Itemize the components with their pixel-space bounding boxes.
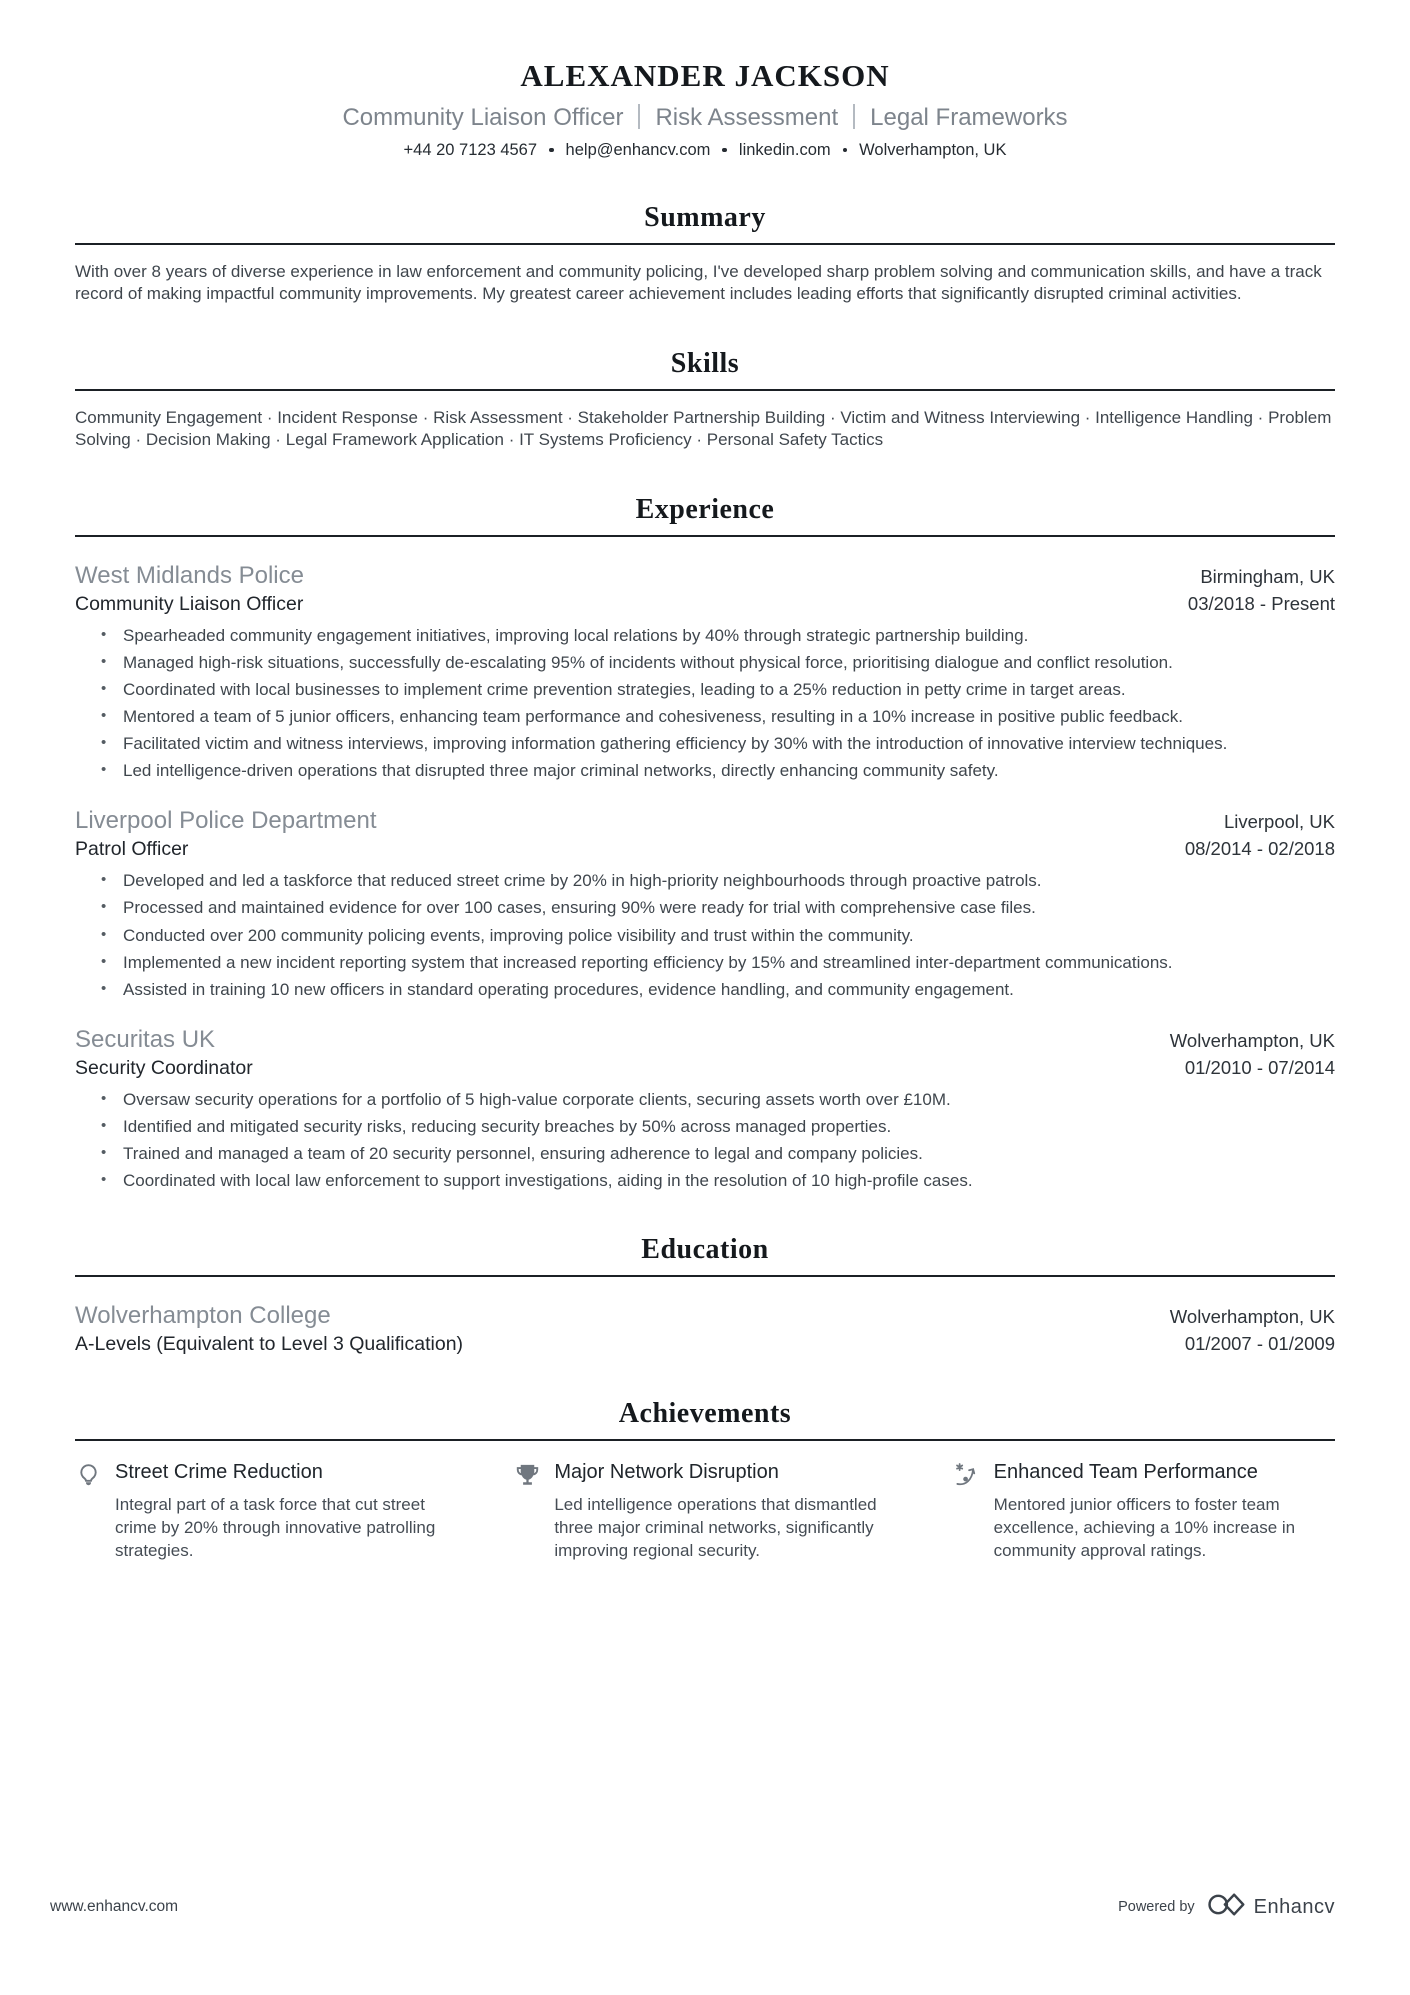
achievement-item bbox=[954, 1461, 1335, 1563]
job-header-row bbox=[75, 807, 1335, 835]
job-dates: 03/2018 - Present bbox=[1187, 592, 1335, 614]
job-bullet: • Managed high-risk situations, successfully de-escalating 95% of incidents without physical force, prioritising dialogue and conflict resolution. bbox=[123, 652, 1335, 674]
experience-heading: Experience bbox=[635, 493, 775, 525]
section-divider bbox=[75, 243, 1335, 245]
job-location: Wolverhampton, UK bbox=[1169, 1029, 1335, 1051]
job-title-row bbox=[75, 835, 1335, 861]
job-header-row bbox=[75, 1026, 1335, 1054]
contact-line bbox=[75, 141, 1335, 160]
section-achievements bbox=[75, 1398, 1335, 1563]
resume-header bbox=[75, 58, 1335, 160]
powered-by bbox=[1118, 1891, 1335, 1923]
job-bullet: • Processed and maintained evidence for over 100 cases, ensuring 90% were ready for trial with comprehensive case files. bbox=[123, 897, 1335, 919]
job-bullet: • Trained and managed a team of 20 security personnel, ensuring adherence to legal and company policies. bbox=[123, 1143, 1335, 1165]
job-bullet: • Coordinated with local law enforcement to support investigations, aiding in the resolution of 10 high-profile cases. bbox=[123, 1170, 1335, 1192]
job-header-row bbox=[75, 562, 1335, 590]
achievement-title: Enhanced Team Performance bbox=[993, 1461, 1258, 1484]
summary-text: With over 8 years of diverse experience in law enforcement and community policing, I've developed sharp problem solving and communication skills, and have a track record of making impactful community improvements. My greatest career achievement includes leading efforts that significantly disrupted criminal activities. bbox=[75, 262, 1322, 304]
degree-name: A-Levels (Equivalent to Level 3 Qualification) bbox=[75, 1333, 464, 1356]
achievement-title: Street Crime Reduction bbox=[115, 1461, 323, 1484]
linkedin-link[interactable]: linkedin.com bbox=[738, 141, 831, 159]
summary-heading: Summary bbox=[644, 202, 766, 233]
enhancv-brand bbox=[1206, 1891, 1335, 1923]
education-degree-row bbox=[75, 1330, 1335, 1356]
achievements-grid bbox=[75, 1461, 1335, 1563]
headline-role: Community Liaison Officer bbox=[342, 104, 624, 131]
experience-entry bbox=[75, 562, 1335, 783]
powered-by-label: Powered by bbox=[1118, 1899, 1195, 1915]
separator-dot bbox=[722, 148, 727, 153]
achievement-description: Led intelligence operations that dismantled three major criminal networks, significantly improving regional security. bbox=[554, 1495, 877, 1561]
education-header-row bbox=[75, 1302, 1335, 1330]
section-divider bbox=[75, 1439, 1335, 1441]
separator-bar bbox=[638, 104, 640, 129]
location-text: Wolverhampton, UK bbox=[859, 141, 1007, 159]
lightbulb-icon bbox=[75, 1462, 102, 1489]
strategy-icon bbox=[954, 1462, 981, 1489]
job-bullet-list bbox=[75, 870, 1335, 1000]
job-title: Patrol Officer bbox=[75, 838, 189, 861]
job-location: Liverpool, UK bbox=[1223, 811, 1335, 833]
job-title-row bbox=[75, 590, 1335, 616]
job-dates: 01/2010 - 07/2014 bbox=[1184, 1056, 1335, 1078]
company-name: Liverpool Police Department bbox=[75, 807, 377, 835]
page-footer bbox=[50, 1891, 1335, 1923]
job-bullet: • Developed and led a taskforce that reduced street crime by 20% in high-priority neighbourhoods through proactive patrols. bbox=[123, 870, 1335, 892]
separator-bar bbox=[853, 104, 855, 129]
skills-list: Community Engagement · Incident Response · Risk Assessment · Stakeholder Partnership Building · Victim and Witness Interviewing · Intelligence Handling · Problem Solving · Decision Making · Legal Framework Application · IT Systems Proficiency · Personal Safety Tactics bbox=[75, 407, 1332, 450]
job-title-row bbox=[75, 1054, 1335, 1080]
phone-number: +44 20 7123 4567 bbox=[403, 141, 538, 159]
section-divider bbox=[75, 1275, 1335, 1277]
section-divider bbox=[75, 535, 1335, 537]
education-heading: Education bbox=[641, 1234, 769, 1266]
education-dates: 01/2007 - 01/2009 bbox=[1184, 1333, 1335, 1355]
job-bullet: • Conducted over 200 community policing events, improving police visibility and trust within the community. bbox=[123, 925, 1335, 947]
section-experience bbox=[75, 494, 1335, 1192]
company-name: West Midlands Police bbox=[75, 561, 304, 589]
section-skills bbox=[75, 348, 1335, 452]
job-title: Security Coordinator bbox=[75, 1056, 253, 1079]
separator-dot bbox=[549, 148, 554, 153]
achievement-content bbox=[554, 1461, 895, 1563]
achievement-content bbox=[994, 1461, 1335, 1563]
achievement-content bbox=[115, 1461, 456, 1563]
headline-skill-2: Legal Frameworks bbox=[870, 104, 1068, 131]
job-bullet: • Coordinated with local businesses to implement crime prevention strategies, leading to a 25% reduction in petty crime in target areas. bbox=[123, 679, 1335, 701]
achievement-title: Major Network Disruption bbox=[554, 1461, 779, 1484]
website-link[interactable]: www.enhancv.com bbox=[50, 1898, 179, 1915]
job-bullet: • Spearheaded community engagement initiatives, improving local relations by 40% through strategic partnership building. bbox=[123, 625, 1335, 647]
achievement-item bbox=[514, 1461, 895, 1563]
job-bullet: • Mentored a team of 5 junior officers, enhancing team performance and cohesiveness, resulting in a 10% increase in positive public feedback. bbox=[123, 706, 1335, 728]
section-education bbox=[75, 1234, 1335, 1356]
experience-entry bbox=[75, 1026, 1335, 1192]
headline-skill-1: Risk Assessment bbox=[655, 104, 839, 131]
enhancv-logo-icon bbox=[1206, 1891, 1246, 1923]
skills-heading: Skills bbox=[670, 347, 740, 379]
section-divider bbox=[75, 389, 1335, 391]
job-bullet: • Assisted in training 10 new officers in standard operating procedures, evidence handling, and community engagement. bbox=[123, 979, 1335, 1001]
job-title: Community Liaison Officer bbox=[75, 592, 304, 615]
job-bullet-list bbox=[75, 625, 1335, 783]
separator-dot bbox=[843, 148, 848, 153]
job-dates: 08/2014 - 02/2018 bbox=[1184, 838, 1335, 860]
job-bullet-list bbox=[75, 1089, 1335, 1192]
headline bbox=[75, 104, 1335, 132]
job-bullet: • Implemented a new incident reporting system that increased reporting efficiency by 15% and streamlined inter-department communications. bbox=[123, 952, 1335, 974]
trophy-icon bbox=[514, 1462, 541, 1489]
section-summary bbox=[75, 202, 1335, 306]
achievement-description: Integral part of a task force that cut street crime by 20% through innovative patrolling strategies. bbox=[115, 1495, 436, 1561]
school-name: Wolverhampton College bbox=[75, 1302, 331, 1330]
job-bullet: • Identified and mitigated security risks, reducing security breaches by 50% across managed properties. bbox=[123, 1116, 1335, 1138]
achievement-description: Mentored junior officers to foster team excellence, achieving a 10% increase in community approval ratings. bbox=[993, 1495, 1296, 1561]
enhancv-brand-name: Enhancv bbox=[1253, 1895, 1335, 1918]
education-entry bbox=[75, 1302, 1335, 1356]
achievement-item bbox=[75, 1461, 456, 1563]
candidate-name: ALEXANDER JACKSON bbox=[520, 58, 890, 93]
job-bullet: • Led intelligence-driven operations that disrupted three major criminal networks, directly enhancing community safety. bbox=[123, 760, 1335, 782]
company-name: Securitas UK bbox=[75, 1025, 216, 1053]
job-location: Birmingham, UK bbox=[1200, 565, 1335, 587]
job-bullet: • Facilitated victim and witness interviews, improving information gathering efficiency by 30% with the introduction of innovative interview techniques. bbox=[123, 733, 1335, 755]
experience-entry bbox=[75, 807, 1335, 1000]
email-link[interactable]: help@enhancv.com bbox=[565, 141, 711, 159]
job-bullet: • Oversaw security operations for a portfolio of 5 high-value corporate clients, securing assets worth over £10M. bbox=[123, 1089, 1335, 1111]
education-location: Wolverhampton, UK bbox=[1169, 1306, 1335, 1328]
achievements-heading: Achievements bbox=[618, 1398, 792, 1430]
